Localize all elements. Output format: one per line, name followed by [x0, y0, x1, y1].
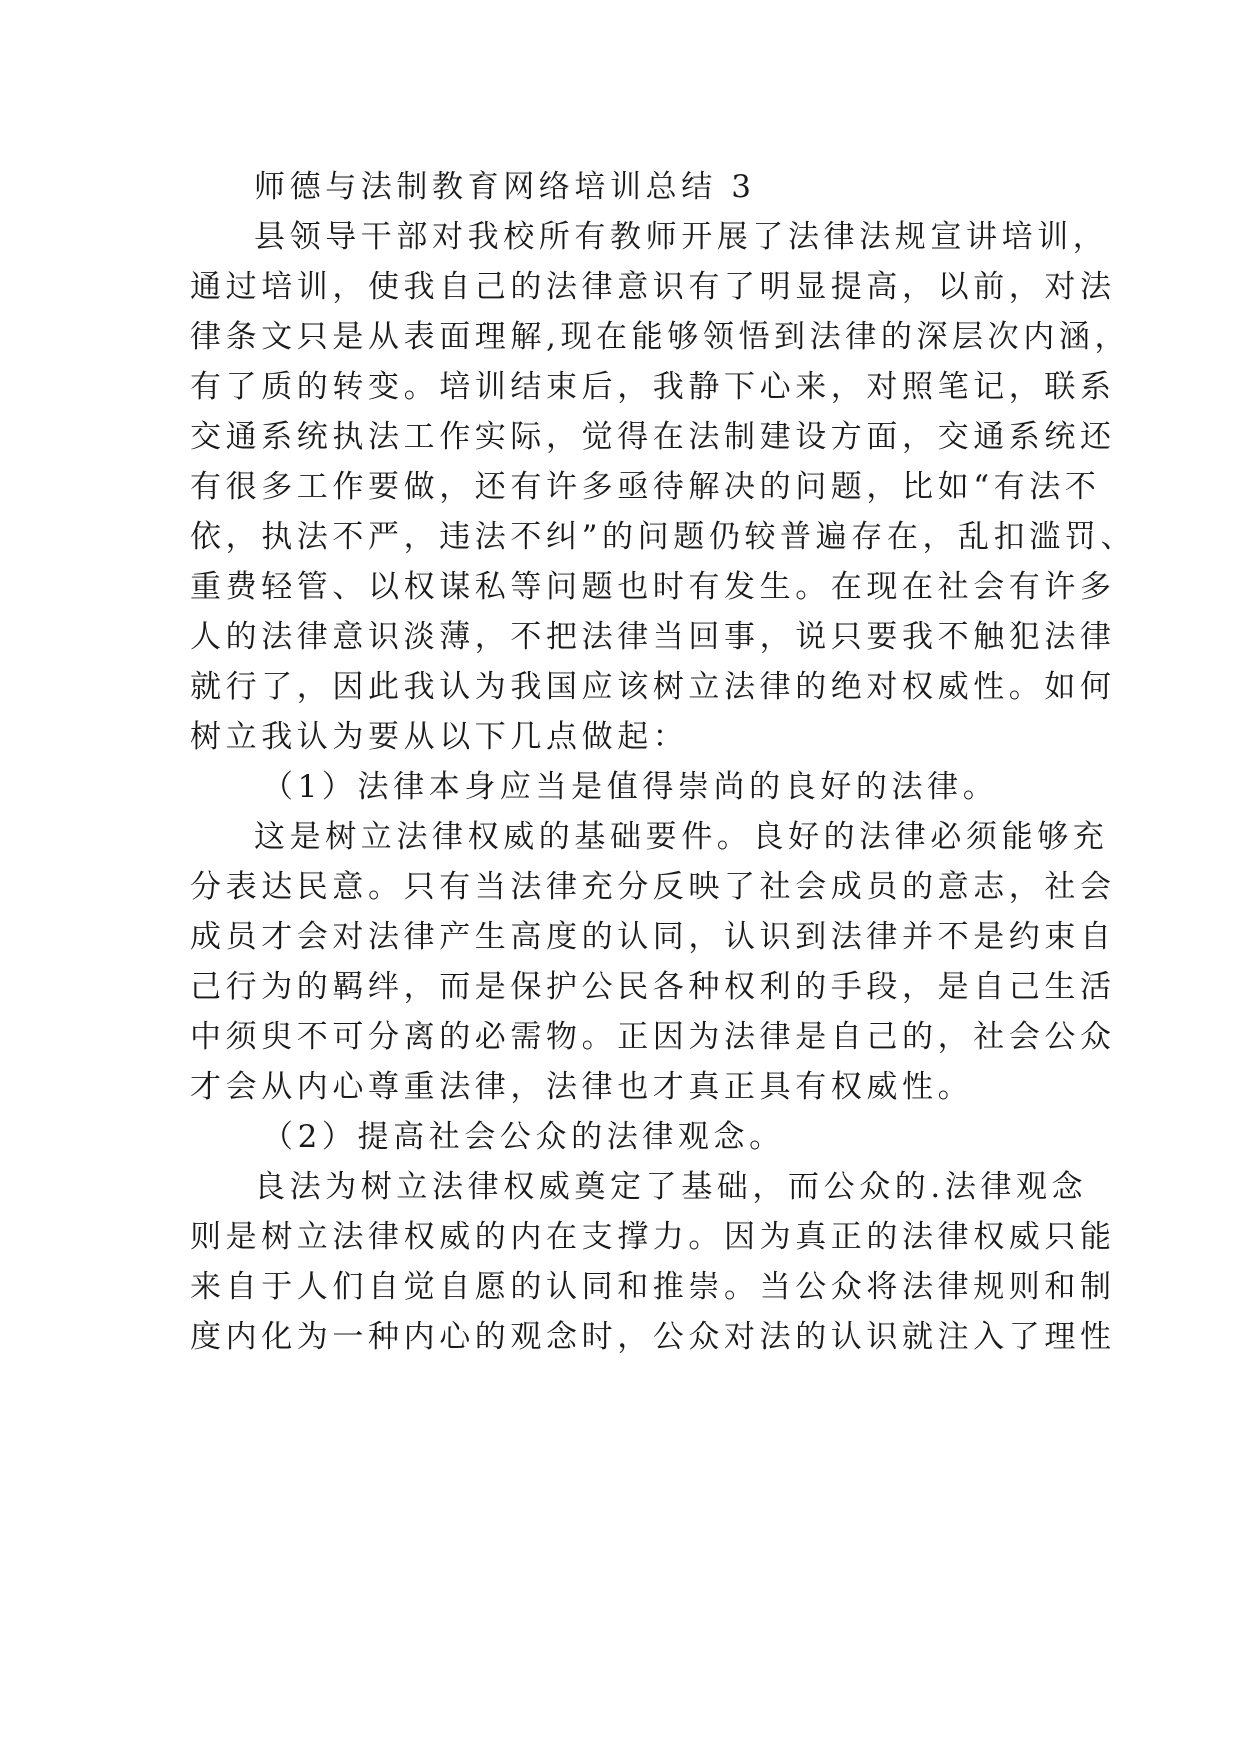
- section-heading-line: （1）法律本身应当是值得崇尚的良好的法律。: [262, 769, 999, 805]
- paragraph-line: 树立我认为要从以下几点做起：: [190, 719, 689, 755]
- section-heading-2: [190, 1112, 1050, 1162]
- paragraph-line: 则是树立法律权威的内在支撑力。因为真正的法律权威只能: [190, 1219, 1116, 1255]
- paragraph-line: 依，执法不严，违法不纠”的问题仍较普遍存在，乱扣滥罚、: [190, 519, 1137, 555]
- paragraph-line: 有很多工作要做，还有许多亟待解决的问题，比如“有法不: [190, 469, 1101, 505]
- paragraph-2: [190, 812, 1116, 1112]
- paragraph-line: 县领导干部对我校所有教师开展了法律法规宣讲培训，: [254, 219, 1109, 255]
- paragraph-line: 度内化为一种内心的观念时，公众对法的认识就注入了理性: [190, 1319, 1116, 1355]
- paragraph-line: 成员才会对法律产生高度的认同，认识到法律并不是约束自: [190, 919, 1116, 955]
- document-title: 师德与法制教育网络培训总结 3: [254, 169, 756, 205]
- paragraph-line: 有了质的转变。培训结束后，我静下心来，对照笔记，联系: [190, 369, 1116, 405]
- paragraph-line: 律条文只是从表面理解,现在能够领悟到法律的深层次内涵，: [190, 319, 1131, 355]
- paragraph-line: 分表达民意。只有当法律充分反映了社会成员的意志，社会: [190, 869, 1116, 905]
- paragraph-line: 良法为树立法律权威奠定了基础，而公众的.法律观念: [254, 1169, 1088, 1205]
- paragraph-line: 人的法律意识淡薄，不把法律当回事，说只要我不触犯法律: [190, 619, 1116, 655]
- paragraph-line: 中须臾不可分离的必需物。正因为法律是自己的，社会公众: [190, 1019, 1116, 1055]
- section-heading-1: [190, 762, 1050, 812]
- paragraph-line: 己行为的羁绊，而是保护公民各种权利的手段，是自己生活: [190, 969, 1116, 1005]
- paragraph-line: 通过培训，使我自己的法律意识有了明显提高，以前，对法: [190, 269, 1116, 305]
- paragraph-line: 才会从内心尊重法律，法律也才真正具有权威性。: [190, 1069, 974, 1105]
- paragraph-3: [190, 1162, 1116, 1362]
- document-body: [190, 162, 1137, 1362]
- paragraph-line: 重费轻管、以权谋私等问题也时有发生。在现在社会有许多: [190, 569, 1116, 605]
- section-heading-line: （2）提高社会公众的法律观念。: [262, 1119, 785, 1155]
- paragraph-line: 来自于人们自觉自愿的认同和推崇。当公众将法律规则和制: [190, 1269, 1116, 1305]
- paragraph-line: 交通系统执法工作实际，觉得在法制建设方面，交通系统还: [190, 419, 1116, 455]
- paragraph-line: 这是树立法律权威的基础要件。良好的法律必须能够充: [254, 819, 1109, 855]
- paragraph-1: [190, 212, 1137, 762]
- paragraph-line: 就行了，因此我认为我国应该树立法律的绝对权威性。如何: [190, 669, 1116, 705]
